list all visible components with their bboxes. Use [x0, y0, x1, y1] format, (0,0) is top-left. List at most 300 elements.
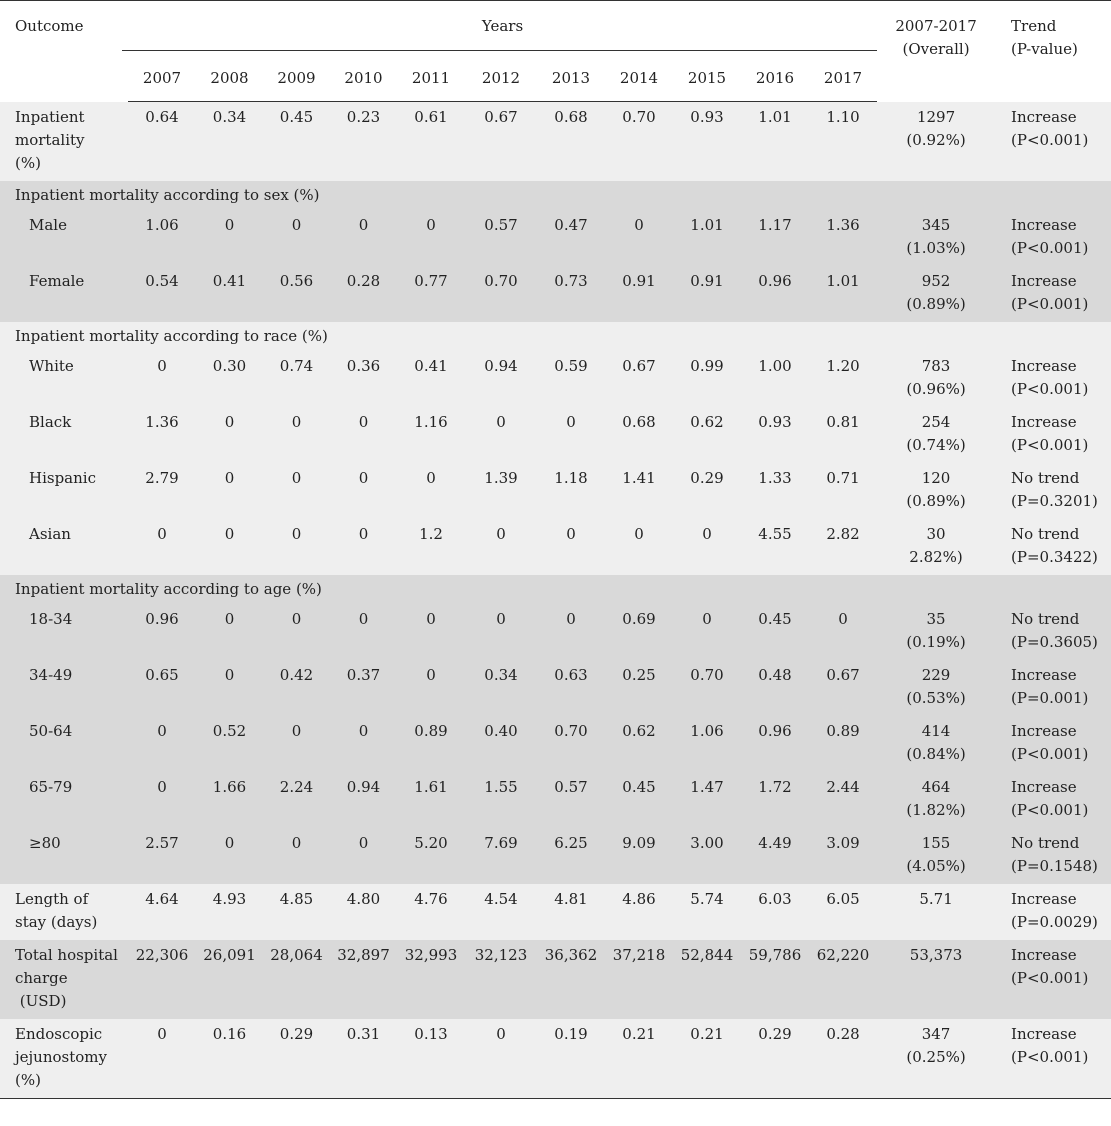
year-value-cell: 0 [673, 604, 741, 660]
year-value-cell: 0.68 [605, 407, 673, 463]
section-label: Inpatient mortality according to sex (%) [0, 181, 1111, 210]
overall-line: (1.82%) [906, 800, 966, 819]
row-label [0, 660, 128, 716]
year-value-cell: 0.69 [605, 604, 673, 660]
trend-cell [995, 772, 1111, 828]
overall-line: 952 [921, 271, 951, 290]
year-value-cell: 2.82 [809, 519, 877, 575]
year-value-cell: 0.30 [196, 351, 263, 407]
year-value-cell: 0 [330, 519, 397, 575]
year-value-cell: 0 [465, 604, 537, 660]
row-label [0, 604, 128, 660]
year-value-cell: 0 [128, 519, 196, 575]
overall-line: 5.71 [919, 889, 953, 908]
year-value-cell: 0 [196, 463, 263, 519]
year-value-cell: 26,091 [196, 940, 263, 1019]
year-value-cell: 4.54 [465, 884, 537, 940]
year-value-cell: 3.00 [673, 828, 741, 884]
header-year: 2012 [465, 51, 537, 102]
header-year: 2013 [537, 51, 605, 102]
year-value-cell: 5.20 [397, 828, 465, 884]
year-value-cell: 0.64 [128, 102, 196, 181]
trend-line: (P<0.001) [1011, 800, 1089, 819]
trend-line: Increase [1011, 215, 1077, 234]
year-value-cell: 0.67 [605, 351, 673, 407]
overall-line: 414 [921, 721, 951, 740]
year-value-cell: 0.29 [741, 1019, 809, 1099]
year-value-cell: 0.81 [809, 407, 877, 463]
year-value-cell: 0.40 [465, 716, 537, 772]
overall-line: 53,373 [909, 945, 963, 964]
year-value-cell: 1.47 [673, 772, 741, 828]
year-value-cell: 0 [196, 519, 263, 575]
year-value-cell: 0.48 [741, 660, 809, 716]
year-value-cell: 0 [196, 604, 263, 660]
trend-line: (P=0.3605) [1011, 632, 1098, 651]
trend-cell [995, 351, 1111, 407]
row-label-line: (USD) [15, 991, 67, 1010]
overall-line: 464 [921, 777, 951, 796]
overall-cell [877, 884, 995, 940]
year-value-cell: 0.56 [263, 266, 330, 322]
year-value-cell: 0.99 [673, 351, 741, 407]
year-value-cell: 0 [263, 519, 330, 575]
overall-line: 254 [921, 412, 951, 431]
year-value-cell: 6.03 [741, 884, 809, 940]
year-value-cell: 2.44 [809, 772, 877, 828]
table-row [0, 351, 1111, 407]
trend-line: No trend [1011, 524, 1080, 543]
trend-cell [995, 716, 1111, 772]
trend-line: Increase [1011, 665, 1077, 684]
year-value-cell: 0 [196, 407, 263, 463]
trend-cell [995, 210, 1111, 266]
year-value-cell: 1.06 [128, 210, 196, 266]
year-value-cell: 4.85 [263, 884, 330, 940]
trend-cell [995, 1019, 1111, 1099]
header-trend [995, 1, 1111, 102]
year-value-cell: 0 [809, 604, 877, 660]
year-value-cell: 2.57 [128, 828, 196, 884]
year-value-cell: 0.93 [741, 407, 809, 463]
header-years [128, 1, 877, 52]
trend-line: (P<0.001) [1011, 130, 1089, 149]
section-row [0, 181, 1111, 210]
year-value-cell: 37,218 [605, 940, 673, 1019]
overall-cell [877, 351, 995, 407]
table-row [0, 604, 1111, 660]
year-value-cell: 0 [196, 210, 263, 266]
year-value-cell: 3.09 [809, 828, 877, 884]
year-value-cell: 62,220 [809, 940, 877, 1019]
overall-cell [877, 102, 995, 181]
year-value-cell: 0.34 [196, 102, 263, 181]
overall-line: (0.92%) [906, 130, 966, 149]
year-value-cell: 0.31 [330, 1019, 397, 1099]
year-value-cell: 0 [263, 463, 330, 519]
year-value-cell: 1.41 [605, 463, 673, 519]
year-value-cell: 0 [263, 604, 330, 660]
row-label-line: (%) [15, 153, 41, 172]
overall-cell [877, 519, 995, 575]
year-value-cell: 0.65 [128, 660, 196, 716]
trend-line: (P<0.001) [1011, 379, 1089, 398]
header-outcome: Outcome [0, 1, 128, 102]
trend-line: (P=0.001) [1011, 688, 1089, 707]
year-value-cell: 0.37 [330, 660, 397, 716]
year-value-cell: 0 [537, 407, 605, 463]
trend-cell [995, 102, 1111, 181]
year-value-cell: 0.77 [397, 266, 465, 322]
row-label [0, 463, 128, 519]
table-row [0, 716, 1111, 772]
year-value-cell: 1.18 [537, 463, 605, 519]
year-value-cell: 0.16 [196, 1019, 263, 1099]
table-row [0, 266, 1111, 322]
table-row [0, 102, 1111, 181]
overall-cell [877, 828, 995, 884]
year-value-cell: 0 [330, 210, 397, 266]
year-value-cell: 28,064 [263, 940, 330, 1019]
year-value-cell: 0 [263, 828, 330, 884]
table-row [0, 772, 1111, 828]
trend-line: (P<0.001) [1011, 435, 1089, 454]
header-overall-line2: (Overall) [902, 40, 970, 58]
year-value-cell: 0 [465, 519, 537, 575]
year-value-cell: 0.45 [263, 102, 330, 181]
year-value-cell: 0.74 [263, 351, 330, 407]
year-value-cell: 0 [128, 1019, 196, 1099]
year-value-cell: 0.89 [809, 716, 877, 772]
year-value-cell: 0 [128, 772, 196, 828]
trend-line: (P<0.001) [1011, 238, 1089, 257]
overall-line: (0.25%) [906, 1047, 966, 1066]
row-label-line: 18-34 [29, 609, 73, 628]
overall-line: 30 [926, 524, 946, 543]
row-label-line: Asian [29, 524, 71, 543]
year-value-cell: 0.45 [605, 772, 673, 828]
trend-cell [995, 660, 1111, 716]
row-label-line: Black [29, 412, 72, 431]
row-label-line: (%) [15, 1070, 41, 1089]
row-label-line: mortality [15, 130, 85, 149]
overall-line: (0.74%) [906, 435, 966, 454]
trend-line: (P=0.1548) [1011, 856, 1098, 875]
year-value-cell: 0.62 [673, 407, 741, 463]
row-label-line: 50-64 [29, 721, 73, 740]
overall-cell [877, 463, 995, 519]
year-value-cell: 1.33 [741, 463, 809, 519]
row-label [0, 772, 128, 828]
year-value-cell: 1.61 [397, 772, 465, 828]
overall-cell [877, 407, 995, 463]
year-value-cell: 0.70 [537, 716, 605, 772]
year-value-cell: 1.01 [741, 102, 809, 181]
year-value-cell: 0.67 [465, 102, 537, 181]
overall-cell [877, 266, 995, 322]
year-value-cell: 1.00 [741, 351, 809, 407]
year-value-cell: 1.16 [397, 407, 465, 463]
year-value-cell: 0 [397, 210, 465, 266]
trend-line: Increase [1011, 356, 1077, 375]
row-label-line: 65-79 [29, 777, 73, 796]
row-label-line: jejunostomy [15, 1047, 107, 1066]
year-value-cell: 0.45 [741, 604, 809, 660]
row-label [0, 351, 128, 407]
overall-line: (0.53%) [906, 688, 966, 707]
row-label-line: White [29, 356, 74, 375]
year-value-cell: 22,306 [128, 940, 196, 1019]
year-value-cell: 0.52 [196, 716, 263, 772]
year-value-cell: 0 [263, 407, 330, 463]
trend-cell [995, 463, 1111, 519]
year-value-cell: 1.10 [809, 102, 877, 181]
year-value-cell: 1.36 [128, 407, 196, 463]
table-header [0, 1, 1111, 102]
year-value-cell: 4.80 [330, 884, 397, 940]
row-label [0, 102, 128, 181]
year-value-cell: 0.89 [397, 716, 465, 772]
year-value-cell: 0 [263, 210, 330, 266]
row-label-line: Endoscopic [15, 1024, 103, 1043]
row-label [0, 266, 128, 322]
year-value-cell: 1.39 [465, 463, 537, 519]
year-value-cell: 59,786 [741, 940, 809, 1019]
year-value-cell: 0.94 [465, 351, 537, 407]
year-value-cell: 0 [128, 716, 196, 772]
year-value-cell: 1.01 [673, 210, 741, 266]
year-value-cell: 1.17 [741, 210, 809, 266]
table-row [0, 210, 1111, 266]
row-label-line: Inpatient [15, 107, 85, 126]
year-value-cell: 0.59 [537, 351, 605, 407]
year-value-cell: 4.55 [741, 519, 809, 575]
row-label-line: ≥80 [29, 833, 61, 852]
table-row [0, 884, 1111, 940]
row-label [0, 884, 128, 940]
year-value-cell: 0.21 [605, 1019, 673, 1099]
year-value-cell: 0 [397, 463, 465, 519]
year-value-cell: 0.21 [673, 1019, 741, 1099]
header-trend-line2: (P-value) [1011, 40, 1078, 58]
year-value-cell: 0.94 [330, 772, 397, 828]
overall-line: 2.82%) [909, 547, 963, 566]
year-value-cell: 0.73 [537, 266, 605, 322]
table-row [0, 940, 1111, 1019]
overall-line: 783 [921, 356, 951, 375]
year-value-cell: 0.28 [330, 266, 397, 322]
trend-line: (P<0.001) [1011, 1047, 1089, 1066]
year-value-cell: 32,123 [465, 940, 537, 1019]
table-row [0, 828, 1111, 884]
overall-line: 120 [921, 468, 951, 487]
overall-line: (0.96%) [906, 379, 966, 398]
year-value-cell: 0.93 [673, 102, 741, 181]
row-label [0, 716, 128, 772]
overall-line: (0.89%) [906, 294, 966, 313]
overall-line: 347 [921, 1024, 951, 1043]
year-value-cell: 0.57 [465, 210, 537, 266]
header-overall [877, 1, 995, 102]
row-label-line: Male [29, 215, 67, 234]
trend-line: Increase [1011, 107, 1077, 126]
year-value-cell: 0.34 [465, 660, 537, 716]
year-value-cell: 0 [330, 828, 397, 884]
header-year: 2016 [741, 51, 809, 102]
year-value-cell: 0.70 [605, 102, 673, 181]
trend-cell [995, 828, 1111, 884]
trend-cell [995, 407, 1111, 463]
year-value-cell: 0.54 [128, 266, 196, 322]
year-value-cell: 0.96 [741, 266, 809, 322]
overall-cell [877, 210, 995, 266]
header-year: 2009 [263, 51, 330, 102]
table-row [0, 519, 1111, 575]
year-value-cell: 0.91 [605, 266, 673, 322]
table-body [0, 102, 1111, 1099]
row-label-line: Length of [15, 889, 89, 908]
row-label [0, 407, 128, 463]
trend-cell [995, 519, 1111, 575]
trend-cell [995, 940, 1111, 1019]
year-value-cell: 0 [330, 604, 397, 660]
year-value-cell: 1.66 [196, 772, 263, 828]
year-value-cell: 7.69 [465, 828, 537, 884]
trend-line: Increase [1011, 271, 1077, 290]
row-label-line: Total hospital [15, 945, 118, 964]
year-value-cell: 0.25 [605, 660, 673, 716]
year-value-cell: 1.2 [397, 519, 465, 575]
overall-line: (0.89%) [906, 491, 966, 510]
year-value-cell: 0.42 [263, 660, 330, 716]
overall-line: 345 [921, 215, 951, 234]
years-rule [122, 50, 877, 51]
trend-line: (P<0.001) [1011, 968, 1089, 987]
year-value-cell: 4.93 [196, 884, 263, 940]
header-overall-line1: 2007-2017 [895, 17, 977, 35]
year-value-cell: 0 [330, 463, 397, 519]
year-value-cell: 0.96 [128, 604, 196, 660]
year-value-cell: 0 [465, 407, 537, 463]
year-value-cell: 4.64 [128, 884, 196, 940]
year-value-cell: 0 [196, 828, 263, 884]
trend-line: No trend [1011, 468, 1080, 487]
year-value-cell: 0 [673, 519, 741, 575]
year-value-cell: 0.61 [397, 102, 465, 181]
year-value-cell: 1.20 [809, 351, 877, 407]
overall-cell [877, 716, 995, 772]
year-value-cell: 52,844 [673, 940, 741, 1019]
overall-line: (0.19%) [906, 632, 966, 651]
year-value-cell: 0 [330, 407, 397, 463]
trend-line: No trend [1011, 833, 1080, 852]
row-label-line: stay (days) [15, 912, 98, 931]
overall-line: (0.84%) [906, 744, 966, 763]
year-value-cell: 0.29 [263, 1019, 330, 1099]
year-value-cell: 5.74 [673, 884, 741, 940]
header-year: 2008 [196, 51, 263, 102]
year-value-cell: 32,897 [330, 940, 397, 1019]
year-value-cell: 0 [465, 1019, 537, 1099]
year-value-cell: 32,993 [397, 940, 465, 1019]
year-value-cell: 0.19 [537, 1019, 605, 1099]
trend-line: (P=0.3201) [1011, 491, 1098, 510]
year-value-cell: 0.41 [397, 351, 465, 407]
trend-line: (P=0.3422) [1011, 547, 1098, 566]
year-value-cell: 2.79 [128, 463, 196, 519]
overall-cell [877, 772, 995, 828]
year-value-cell: 0.13 [397, 1019, 465, 1099]
trend-line: (P<0.001) [1011, 294, 1089, 313]
year-value-cell: 0 [263, 716, 330, 772]
trend-line: Increase [1011, 721, 1077, 740]
year-value-cell: 0.57 [537, 772, 605, 828]
year-value-cell: 0.70 [465, 266, 537, 322]
overall-line: 35 [926, 609, 946, 628]
section-row [0, 575, 1111, 604]
row-label-line: 34-49 [29, 665, 73, 684]
year-value-cell: 0 [330, 716, 397, 772]
overall-cell [877, 660, 995, 716]
year-value-cell: 1.55 [465, 772, 537, 828]
year-value-cell: 0.71 [809, 463, 877, 519]
year-value-cell: 0.96 [741, 716, 809, 772]
trend-line: (P=0.0029) [1011, 912, 1098, 931]
table-row [0, 1019, 1111, 1099]
trend-line: Increase [1011, 777, 1077, 796]
table-row [0, 660, 1111, 716]
table-row [0, 463, 1111, 519]
section-row [0, 322, 1111, 351]
row-label [0, 940, 128, 1019]
year-value-cell: 0 [605, 519, 673, 575]
year-value-cell: 0.36 [330, 351, 397, 407]
overall-line: (1.03%) [906, 238, 966, 257]
trend-line: No trend [1011, 609, 1080, 628]
year-value-cell: 0.63 [537, 660, 605, 716]
year-value-cell: 0.67 [809, 660, 877, 716]
year-value-cell: 1.06 [673, 716, 741, 772]
row-label [0, 519, 128, 575]
overall-cell [877, 1019, 995, 1099]
year-value-cell: 6.05 [809, 884, 877, 940]
year-value-cell: 0.41 [196, 266, 263, 322]
row-label-line: Hispanic [29, 468, 96, 487]
year-value-cell: 36,362 [537, 940, 605, 1019]
year-value-cell: 1.36 [809, 210, 877, 266]
row-label-line: charge [15, 968, 68, 987]
trend-cell [995, 604, 1111, 660]
header-years-label: Years [481, 17, 524, 35]
overall-cell [877, 604, 995, 660]
trend-line: Increase [1011, 945, 1077, 964]
overall-line: (4.05%) [906, 856, 966, 875]
year-value-cell: 0.28 [809, 1019, 877, 1099]
row-label [0, 210, 128, 266]
year-value-cell: 0 [128, 351, 196, 407]
year-value-cell: 0.91 [673, 266, 741, 322]
header-year: 2017 [809, 51, 877, 102]
year-value-cell: 0 [397, 604, 465, 660]
header-year: 2014 [605, 51, 673, 102]
header-year: 2007 [128, 51, 196, 102]
year-value-cell: 4.76 [397, 884, 465, 940]
year-value-cell: 1.72 [741, 772, 809, 828]
year-value-cell: 4.81 [537, 884, 605, 940]
section-label: Inpatient mortality according to race (%) [0, 322, 1111, 351]
year-value-cell: 4.49 [741, 828, 809, 884]
trend-cell [995, 884, 1111, 940]
